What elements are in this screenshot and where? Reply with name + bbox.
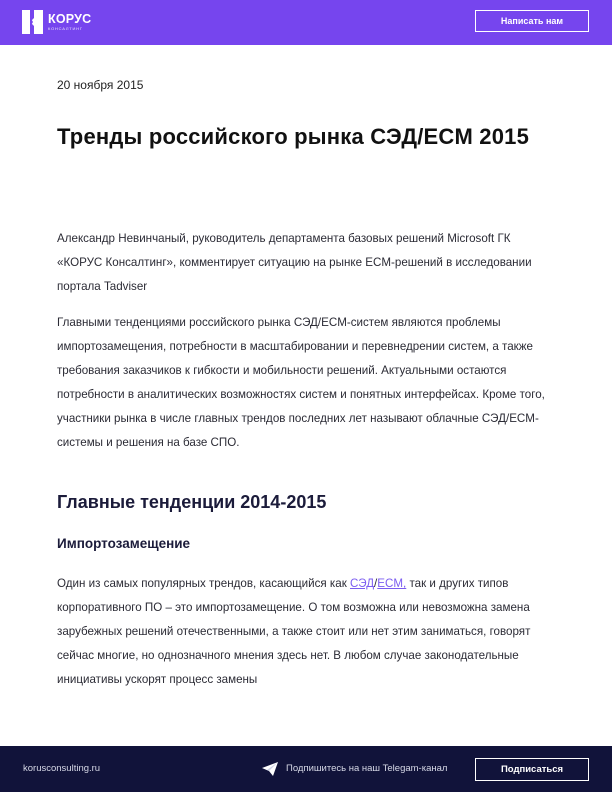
slash-text: / [374, 577, 378, 590]
korus-logo[interactable] [22, 10, 91, 34]
footer-site-link[interactable]: korusconsulting.ru [23, 763, 101, 774]
telegram-subscribe-text[interactable]: Подпишитесь на наш Telegam-канал [286, 763, 448, 774]
link-sed[interactable]: СЭД [350, 577, 375, 590]
site-header [0, 0, 612, 45]
site-footer [0, 746, 612, 792]
article-title: Тренды российского рынка СЭД/ECM 2015 [57, 124, 530, 149]
korus-logo-icon [22, 10, 43, 34]
section-heading: Главные тенденции 2014-2015 [57, 492, 327, 512]
link-ecm[interactable]: ECM, [377, 577, 407, 590]
article-intro: Александр Невинчаный, руководитель департамента базовых решений Microsoft ГК «КОРУС Консалтинг», комментирует ситуацию на рынке ECM-решений в исследовании портала Tadviser [57, 232, 532, 293]
article-paragraph: Главными тенденциями российского рынка СЭД/ECM-систем являются проблемы импортозамещения, потребности в масштабировании и перевнедрении систем, а также требования заказчиков к гибкости и мобильности решений. Актуальными остаются потребности в аналитических возможностях систем и понятных интерфейсах. Кроме того, участники рынка в числе главных трендов последних лет называют облачные СЭД/ECM-системы и решения на базе СПО. [57, 316, 545, 449]
write-us-button[interactable]: Написать нам [475, 10, 589, 32]
article-paragraph [57, 572, 557, 692]
subscribe-button[interactable]: Подписаться [475, 758, 589, 781]
article-date: 20 ноября 2015 [57, 78, 144, 92]
subsection-heading: Импортозамещение [57, 536, 191, 551]
paragraph-text: Один из самых популярных трендов, касающийся как [57, 577, 350, 590]
logo-name: КОРУС [48, 11, 92, 26]
logo-subtitle: КОНСАЛТИНГ [48, 26, 83, 32]
telegram-plane-icon [262, 762, 278, 776]
paragraph-text: так и других типов корпоративного ПО – это импортозамещение. О том возможна или невозможна замена зарубежных решений отечественными, а также стоит или нет этим заниматься, говорят сейчас многие, но однозначного мнения здесь нет. В любом случае законодательные инициативы ускорят процесс замены [57, 577, 531, 686]
